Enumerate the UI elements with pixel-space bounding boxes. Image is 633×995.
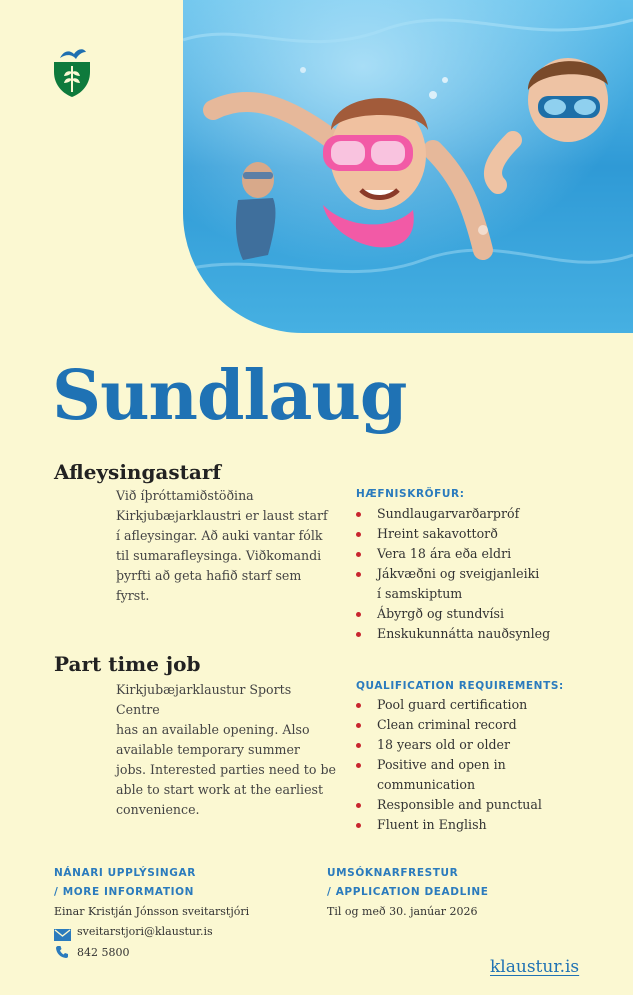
section-heading-english: Part time job [54, 652, 201, 676]
description-line: til sumarafleysinga. Viðkomandi [116, 548, 322, 563]
deadline-heading-line: / APPLICATION DEADLINE [327, 886, 489, 898]
list-item: Clean criminal record [356, 715, 576, 735]
list-item-text: Jákvæðni og sveigjanleiki [377, 566, 540, 581]
more-info-heading [54, 864, 196, 902]
list-item: Vera 18 ára eða eldri [356, 544, 576, 564]
list-item-text: Positive and open in [377, 757, 506, 772]
list-item: Hreint sakavottorð [356, 524, 576, 544]
description-line: available temporary summer [116, 742, 300, 757]
envelope-icon [54, 926, 71, 945]
list-item: 18 years old or older [356, 735, 576, 755]
requirements-heading-english: QUALIFICATION REQUIREMENTS: [356, 680, 564, 692]
email-link[interactable]: sveitarstjori@klaustur.is [77, 925, 213, 938]
requirements-heading-icelandic: HÆFNISKRÖFUR: [356, 488, 465, 500]
more-info-heading-line: NÁNARI UPPLÝSINGAR [54, 867, 196, 879]
municipal-crest-icon [52, 42, 92, 98]
description-line: Kirkjubæjarklaustri er laust starf [116, 508, 328, 523]
deadline-heading [327, 864, 489, 902]
description-line: able to start work at the earliest [116, 782, 324, 797]
description-english [116, 680, 338, 820]
list-item [356, 755, 576, 795]
list-item-continuation: communication [377, 777, 476, 792]
description-icelandic [116, 486, 338, 606]
phone-icon [55, 944, 69, 963]
description-line: Við íþróttamiðstöðina [116, 488, 254, 503]
contact-name: Einar Kristján Jónsson sveitarstjóri [54, 905, 250, 918]
description-line: í afleysingar. Að auki vantar fólk [116, 528, 323, 543]
description-line: has an available opening. Also [116, 722, 310, 737]
page-title: Sundlaug [52, 356, 407, 436]
list-item: Pool guard certification [356, 695, 576, 715]
list-item: Enskukunnátta nauðsynleg [356, 624, 576, 644]
deadline-date: Til og með 30. janúar 2026 [327, 905, 478, 918]
list-item [356, 564, 576, 604]
description-line: convenience. [116, 802, 200, 817]
phone-number[interactable]: 842 5800 [77, 946, 130, 959]
website-link[interactable]: klaustur.is [490, 957, 580, 977]
list-item: Ábyrgð og stundvísi [356, 604, 576, 624]
children-swimming-photo [183, 0, 633, 333]
list-item: Responsible and punctual [356, 795, 576, 815]
list-item-continuation: í samskiptum [377, 586, 463, 601]
list-item: Fluent in English [356, 815, 576, 835]
list-item: Sundlaugarvarðarpróf [356, 504, 576, 524]
requirements-list-icelandic [356, 504, 576, 644]
more-info-heading-line: / MORE INFORMATION [54, 886, 194, 898]
deadline-heading-line: UMSÓKNARFRESTUR [327, 867, 459, 879]
description-line: jobs. Interested parties need to be [116, 762, 336, 777]
requirements-list-english [356, 695, 576, 835]
description-line: þyrfti að geta hafið starf sem fyrst. [116, 568, 302, 603]
description-line: Kirkjubæjarklaustur Sports Centre [116, 682, 292, 717]
section-heading-icelandic: Afleysingastarf [54, 460, 221, 484]
